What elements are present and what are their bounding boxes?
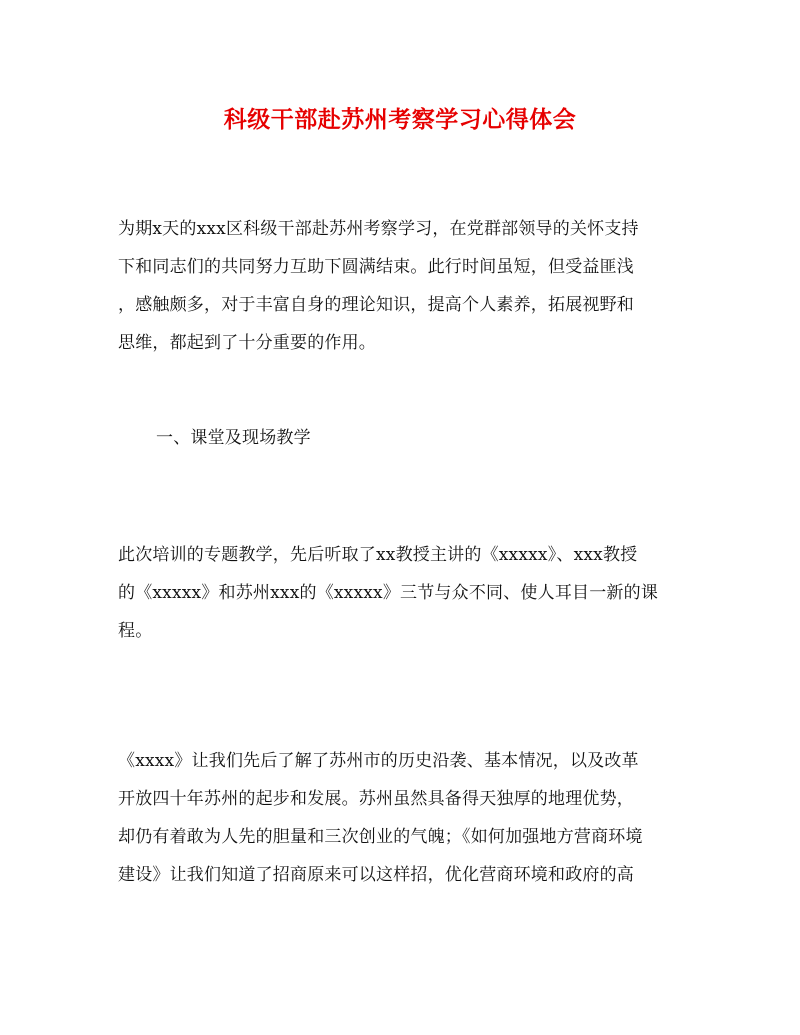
text-line: 开放四十年苏州的起步和发展。苏州虽然具备得天独厚的地理优势， [118, 789, 634, 809]
text-line: 为期x天的xxx区科级干部赴苏州考察学习，在党群部领导的关怀支持 [118, 219, 639, 239]
text-line: 下和同志们的共同努力互助下圆满结束。此行时间虽短，但受益匪浅 [118, 257, 634, 277]
text-line: 却仍有着敢为人先的胆量和三次创业的气魄；《如何加强地方营商环境 [118, 827, 643, 847]
text-line: 的《xxxxx》和苏州xxx的《xxxxx》三节与众不同、使人耳目一新的课 [118, 583, 659, 603]
text-line: 思维，都起到了十分重要的作用。 [118, 333, 376, 353]
section-heading-text: 一、课堂及现场教学 [156, 428, 311, 448]
section-heading [156, 419, 726, 457]
text-line: ，感触颇多，对于丰富自身的理论知识，提高个人素养，拓展视野和 [118, 295, 634, 315]
paragraph-suzhou [118, 742, 688, 894]
paragraph-teaching [118, 536, 688, 650]
text-line: 程。 [118, 621, 153, 641]
text-line: 《xxxx》让我们先后了解了苏州市的历史沿袭、基本情况，以及改革 [118, 751, 639, 771]
text-line: 此次培训的专题教学，先后听取了xx教授主讲的《xxxxx》、xxx教授 [118, 545, 638, 565]
text-line: 建设》让我们知道了招商原来可以这样招，优化营商环境和政府的高 [118, 865, 634, 885]
paragraph-intro [118, 210, 688, 362]
document-title: 科级干部赴苏州考察学习心得体会 [223, 106, 577, 133]
